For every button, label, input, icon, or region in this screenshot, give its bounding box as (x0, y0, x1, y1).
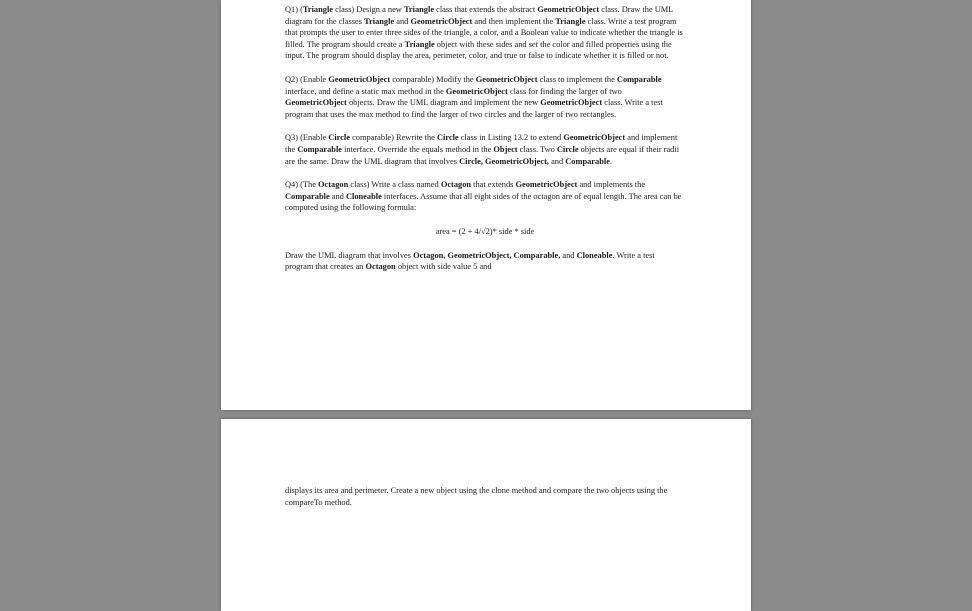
text-run: class. Write a test program that prompts the user to enter three sides of the triangle, a color, and a Boolean value to indicate whether the triangle is filled. The program should create a (285, 16, 683, 49)
question-3 (285, 132, 685, 167)
question-4-continued-page-2 (285, 485, 685, 508)
question-2 (285, 74, 685, 120)
text-run: interfaces. Assume that all eight sides of the octagon are of equal length. The area can be computed using the following formula: (285, 191, 682, 213)
text-run: and (329, 191, 346, 201)
text-run: class) Write a class named (348, 180, 441, 190)
bold-term: GeometricObject (540, 98, 603, 108)
bold-term: GeometricObject (285, 98, 347, 108)
text-run: class. Draw the UML diagram for the classes (285, 5, 674, 26)
bold-term: GeometricObject (475, 74, 538, 84)
text-run: and (548, 156, 566, 166)
text-run: interface, and define a static max method in the (285, 86, 446, 96)
bold-term: Octagon (365, 262, 396, 272)
bold-term: Triangle (404, 39, 435, 49)
question-4-continued (285, 250, 685, 273)
question-1 (285, 4, 685, 62)
bold-term: Comparable (285, 191, 330, 201)
bold-term: GeometricObject (410, 16, 473, 26)
bold-term: Triangle (302, 5, 334, 14)
text-run: Q3) (Enable (285, 133, 329, 143)
bold-term: Comparable (565, 156, 610, 166)
text-run: and then implement the (472, 16, 556, 26)
bold-term: Octagon (318, 180, 349, 190)
text-run: class to implement the (537, 74, 617, 84)
bold-term: Comparable (297, 144, 342, 154)
bold-term: Octagon (440, 180, 472, 190)
text-run: comparable) Rewrite the (349, 133, 437, 143)
text-run: Q1) ( (285, 5, 303, 14)
bold-term: Circle, GeometricObject, (459, 156, 549, 166)
bold-term: GeometricObject (537, 5, 600, 14)
text-run: and (560, 250, 577, 260)
bold-term: GeometricObject (445, 86, 508, 96)
bold-term: GeometricObject (563, 133, 626, 143)
text-run: objects. Draw the UML diagram and implement the new (346, 98, 541, 108)
text-run: object with these sides and set the color and filled properties using the input. The program should display the area, perimeter, color, and true or false to indicate whether it is filled or not. (285, 39, 672, 61)
text-run: . Write a test program that creates an (285, 250, 655, 272)
text-run: class. Write a test program that uses the max method to find the larger of two circles and the larger of two rectangles. (285, 98, 663, 119)
text-run: interface. Override the equals method in the (342, 144, 494, 154)
text-run: class) Design a new (333, 5, 404, 14)
text-run: class. Two (517, 144, 557, 154)
bold-term: Triangle (403, 5, 435, 14)
text-run: class that extends the abstract (434, 5, 538, 14)
text-run: and (394, 16, 411, 26)
text-run: and implements the (577, 180, 646, 190)
text-run: class for finding the larger of two (507, 86, 622, 96)
bold-term: Octagon, GeometricObject, Comparable, (413, 250, 561, 260)
text-run: objects are equal if their radii are the same. Draw the UML diagram that involves (285, 144, 680, 166)
bold-term: GeometricObject (328, 74, 391, 84)
bold-term: Circle (556, 144, 579, 154)
text-run: Q4) (The (285, 180, 319, 190)
bold-term: Object (493, 144, 518, 154)
text-run: displays its area and perimeter. Create a new object using the clone method and compare the two objects using the compareTo method. (285, 486, 668, 507)
text-run: that extends (471, 180, 516, 190)
text-run: object with side value 5 and (395, 262, 492, 272)
text-run: and implement the (285, 133, 678, 154)
text-run: . (609, 156, 613, 166)
bold-term: Circle (328, 133, 350, 143)
question-4 (285, 179, 685, 214)
area-formula: area = (2 + 4/√2)* side * side (435, 226, 535, 236)
bold-term: Cloneable (345, 191, 382, 201)
bold-term: GeometricObject (515, 180, 578, 190)
bold-term: Triangle (364, 16, 395, 26)
bold-term: Cloneable (576, 250, 613, 260)
text-run: Draw the UML diagram that involves (285, 250, 414, 260)
document-page-1 (221, 0, 751, 410)
bold-term: Circle (436, 133, 459, 143)
page-2-text (285, 485, 685, 520)
bold-term: Triangle (555, 16, 586, 26)
text-run: comparable) Modify the (390, 74, 476, 84)
bold-term: Comparable (616, 74, 662, 84)
text-run: Q2) (Enable (285, 74, 329, 84)
page-1-text (285, 4, 685, 285)
text-run: class in Listing 13.2 to extend (458, 133, 564, 143)
document-page-2 (221, 419, 751, 611)
